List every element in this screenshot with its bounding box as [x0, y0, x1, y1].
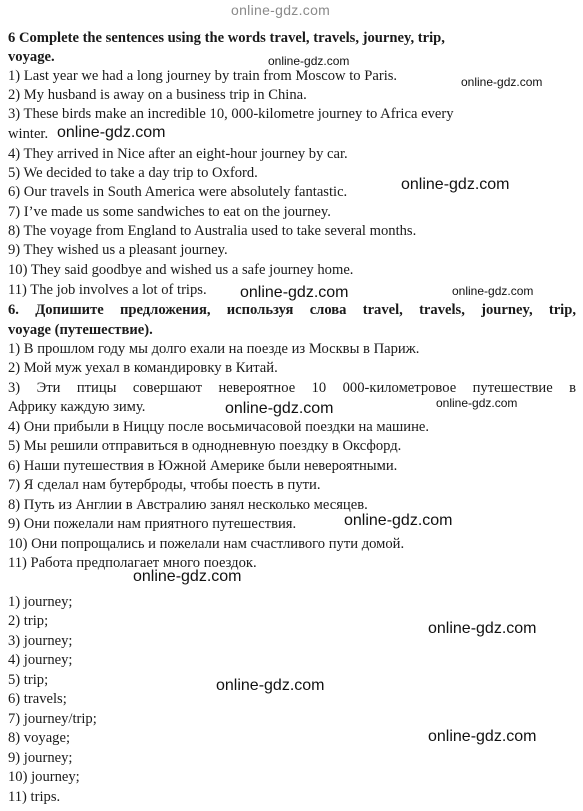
english-sentence-3a: 3) These birds make an incredible 10, 000-kilometre journey to Africa every [8, 106, 454, 122]
russian-sentence-10: 10) Они попрощались и пожелали нам счастливого пути домой. [8, 536, 405, 552]
english-sentence-2: 2) My husband is away on a business trip in China. [8, 87, 307, 103]
english-sentence-6: 6) Our travels in South America were absolutely fantastic. [8, 184, 348, 200]
answer-3: 3) journey; [8, 633, 73, 649]
answer-11: 11) trips. [8, 789, 61, 805]
answer-10: 10) journey; [8, 769, 80, 785]
watermark: online-gdz.com [436, 396, 518, 410]
russian-sentence-11: 11) Работа предполагает много поездок. [8, 555, 257, 571]
english-sentence-10: 10) They said goodbye and wished us a safe journey home. [8, 262, 354, 278]
russian-sentence-4: 4) Они прибыли в Ниццу после восьмичасовой поездки на машине. [8, 419, 430, 435]
russian-sentence-5: 5) Мы решили отправиться в однодневную поездку в Оксфорд. [8, 438, 402, 454]
watermark: online-gdz.com [428, 620, 537, 637]
english-sentence-7: 7) I’ve made us some sandwiches to eat on the journey. [8, 204, 331, 220]
russian-sentence-1: 1) В прошлом году мы долго ехали на поезде из Москвы в Париж. [8, 341, 420, 357]
answer-1: 1) journey; [8, 594, 73, 610]
russian-sentence-3a: 3) Эти птицы совершают невероятное 10 000-километровое путешествие в [8, 380, 576, 396]
english-heading-line2: voyage. [8, 49, 55, 65]
watermark: online-gdz.com [133, 568, 242, 585]
russian-sentence-6: 6) Наши путешествия в Южной Америке были невероятными. [8, 458, 398, 474]
watermark: online-gdz.com [344, 512, 453, 529]
answer-5: 5) trip; [8, 672, 49, 688]
watermark: online-gdz.com [268, 54, 350, 68]
russian-sentence-2: 2) Мой муж уехал в командировку в Китай. [8, 360, 278, 376]
english-sentence-11: 11) The job involves a lot of trips. [8, 282, 207, 298]
russian-sentence-3b: Африку каждую зиму. [8, 399, 146, 415]
english-heading-line1: 6 Complete the sentences using the words travel, travels, journey, trip, [8, 30, 445, 46]
watermark: online-gdz.com [216, 677, 325, 694]
russian-heading-line1: 6. Допишите предложения, используя слова travel, travels, journey, trip, [8, 302, 576, 318]
english-sentence-9: 9) They wished us a pleasant journey. [8, 242, 228, 258]
watermark: online-gdz.com [461, 75, 543, 89]
watermark: online-gdz.com [452, 284, 534, 298]
english-sentence-8: 8) The voyage from England to Australia used to take several months. [8, 223, 417, 239]
answer-8: 8) voyage; [8, 730, 71, 746]
english-sentence-1: 1) Last year we had a long journey by train from Moscow to Paris. [8, 68, 398, 84]
russian-sentence-7: 7) Я сделал нам бутерброды, чтобы поесть в пути. [8, 477, 321, 493]
answer-4: 4) journey; [8, 652, 73, 668]
watermark: online-gdz.com [428, 728, 537, 745]
russian-sentence-9: 9) Они пожелали нам приятного путешествия. [8, 516, 297, 532]
answer-2: 2) trip; [8, 613, 49, 629]
answer-6: 6) travels; [8, 691, 67, 707]
english-sentence-4: 4) They arrived in Nice after an eight-hour journey by car. [8, 146, 348, 162]
english-sentence-3b: winter. [8, 126, 49, 142]
russian-sentence-8: 8) Путь из Англии в Австралию занял несколько месяцев. [8, 497, 368, 513]
english-sentence-5: 5) We decided to take a day trip to Oxford. [8, 165, 258, 181]
watermark: online-gdz.com [401, 176, 510, 193]
watermark: online-gdz.com [240, 284, 349, 301]
russian-heading-line2: voyage (путешествие). [8, 322, 153, 338]
watermark-top: online-gdz.com [231, 2, 331, 18]
answer-7: 7) journey/trip; [8, 711, 97, 727]
watermark: online-gdz.com [225, 400, 334, 417]
watermark: online-gdz.com [57, 124, 166, 141]
answer-9: 9) journey; [8, 750, 73, 766]
